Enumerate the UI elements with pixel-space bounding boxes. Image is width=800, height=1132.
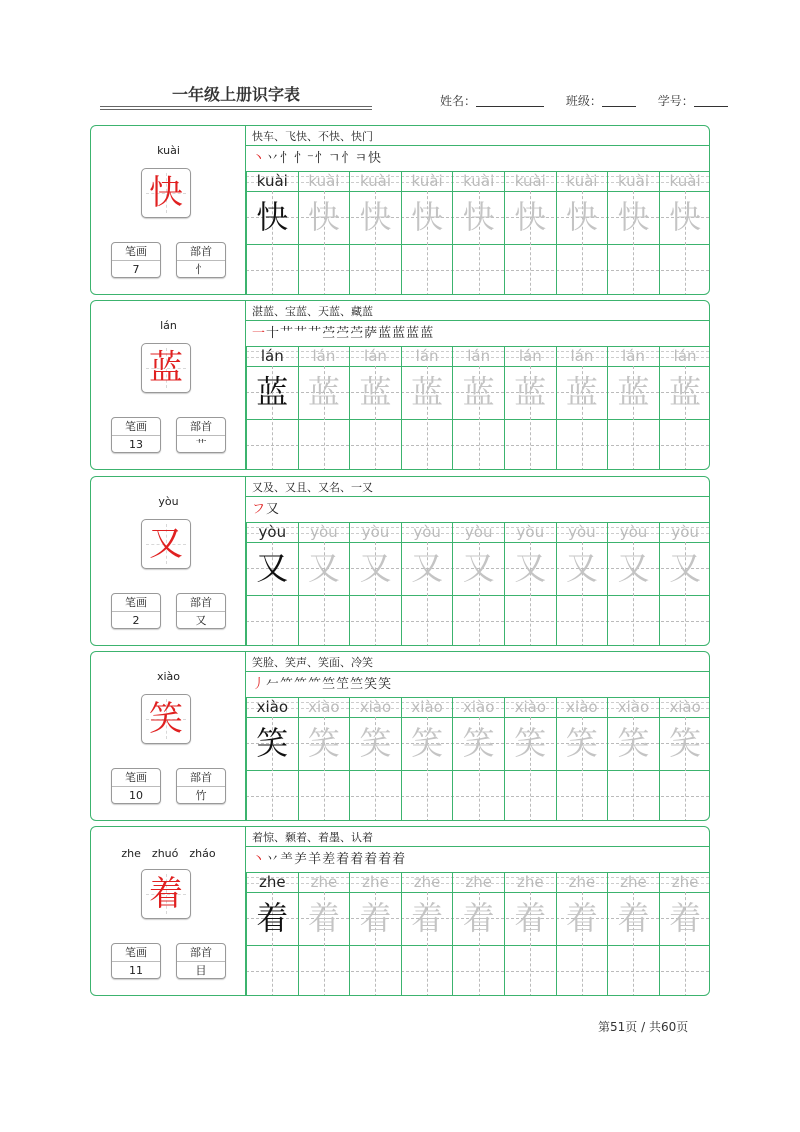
char-glyph: 快 [149, 173, 183, 213]
writing-cell[interactable] [401, 872, 453, 996]
char-info-panel [91, 477, 246, 645]
cell-pinyin: yòu [464, 523, 493, 541]
stroke-order [252, 848, 406, 867]
stroke-step: 笁 [336, 677, 350, 692]
cell-pinyin: yòu [310, 523, 338, 541]
cell-char: 笑 [359, 724, 392, 762]
writing-cell[interactable] [349, 522, 401, 646]
char-glyph: 蓝 [149, 348, 183, 388]
cell-char: 着 [565, 899, 598, 937]
cell-char: 蓝 [462, 373, 495, 411]
cell-char: 蓝 [617, 373, 650, 411]
cell-char: 着 [669, 899, 702, 937]
cell-char: 又 [462, 549, 495, 587]
cell-pinyin: yòu [619, 523, 648, 541]
cell-pinyin: zhe [413, 873, 441, 891]
number-blank[interactable] [694, 94, 728, 107]
writing-cell[interactable] [401, 346, 453, 470]
radical-label: 部首 [177, 594, 225, 612]
cell-pinyin: kuài [514, 172, 546, 190]
writing-cell[interactable] [659, 872, 710, 996]
char-pinyin: kuài [157, 144, 180, 157]
stroke-step: フ [252, 502, 266, 517]
stroke-step: 快 [368, 151, 382, 166]
cell-char: 快 [617, 198, 650, 236]
char-display [141, 694, 191, 744]
name-label: 姓名： [440, 94, 477, 108]
radical-value: 艹 [195, 438, 207, 451]
writing-cell[interactable] [504, 697, 556, 821]
stroke-step: ⺷ [280, 852, 294, 867]
cell-pinyin: zhe [258, 873, 286, 891]
writing-cell[interactable] [504, 872, 556, 996]
divider [246, 872, 709, 873]
stroke-step: 着 [392, 852, 406, 867]
number-label: 学号： [657, 94, 694, 108]
cell-char: 快 [307, 198, 340, 236]
writing-cell[interactable] [504, 346, 556, 470]
character-card [90, 651, 710, 821]
writing-cell[interactable] [349, 171, 401, 295]
cell-pinyin: yòu [568, 523, 596, 541]
writing-cell[interactable] [556, 346, 608, 470]
stroke-count-label: 笔画 [112, 944, 160, 962]
cell-char: 快 [359, 198, 392, 236]
cell-pinyin: yòu [413, 523, 441, 541]
cell-char: 笑 [617, 724, 650, 762]
char-pinyin: xiào [156, 670, 181, 683]
char-display [141, 343, 191, 393]
cell-pinyin: lán [415, 347, 439, 365]
cell-char: 又 [565, 549, 598, 587]
radical-box [176, 943, 226, 979]
stroke-step: 又 [266, 502, 280, 517]
stroke-step: 萨 [364, 326, 378, 341]
cell-char: 笑 [411, 724, 444, 762]
cell-pinyin: yòu [258, 523, 287, 541]
character-card [90, 300, 710, 470]
cell-char: 又 [256, 549, 289, 587]
writing-cell[interactable] [452, 522, 504, 646]
stroke-step: 蓝 [420, 326, 434, 341]
cell-pinyin: lán [467, 347, 491, 365]
radical-box [176, 417, 226, 453]
writing-cell[interactable] [504, 171, 556, 295]
divider [246, 171, 709, 172]
stroke-step: 艹 [294, 326, 308, 341]
divider [246, 346, 709, 347]
cell-pinyin: kuài [308, 172, 340, 190]
cell-pinyin: lán [364, 347, 387, 365]
title-underline [100, 106, 372, 107]
radical-label: 部首 [177, 944, 225, 962]
stroke-step: 着 [364, 852, 378, 867]
cell-char: 又 [514, 549, 547, 587]
cell-pinyin: yòu [361, 523, 390, 541]
stroke-step: 丶 [252, 151, 266, 166]
divider [246, 496, 709, 497]
writing-cell[interactable] [452, 171, 504, 295]
writing-grid [246, 171, 709, 295]
cell-char: 快 [462, 198, 495, 236]
cell-char: 又 [359, 549, 392, 587]
stroke-step: 蓝 [392, 326, 406, 341]
character-card [90, 125, 710, 295]
stroke-count-label: 笔画 [112, 243, 160, 261]
writing-cell[interactable] [401, 522, 453, 646]
cell-pinyin: kuài [359, 172, 392, 190]
cell-pinyin: xiào [462, 698, 495, 716]
stroke-count-box [111, 768, 161, 804]
writing-cell[interactable] [349, 872, 401, 996]
cell-char: 蓝 [565, 373, 598, 411]
writing-cell[interactable] [607, 697, 659, 821]
cell-pinyin: lán [312, 347, 336, 365]
cell-pinyin: lán [260, 347, 284, 365]
writing-cell[interactable] [659, 697, 710, 821]
divider [246, 320, 709, 321]
cell-pinyin: kuài [463, 172, 495, 190]
cell-char: 蓝 [256, 373, 289, 411]
cell-pinyin: kuài [256, 172, 288, 190]
stroke-step: 忄⁻ [294, 151, 314, 166]
writing-cell[interactable] [401, 697, 453, 821]
cell-pinyin: kuài [411, 172, 443, 190]
character-card [90, 476, 710, 646]
cell-pinyin: xiào [514, 698, 546, 716]
stroke-count-value: 10 [129, 789, 143, 802]
cell-char: 快 [669, 198, 702, 236]
stroke-count-value: 7 [132, 263, 140, 276]
stroke-step: 苎 [322, 326, 336, 341]
radical-value: 又 [195, 614, 207, 627]
stroke-step: 忄ㄱ [314, 151, 341, 166]
char-glyph: 又 [149, 524, 183, 564]
cell-char: 笑 [462, 724, 495, 762]
class-label: 班级： [565, 94, 602, 108]
stroke-step: 十 [266, 326, 280, 341]
stroke-order [252, 322, 434, 341]
stroke-step: ⺮ [280, 677, 294, 692]
stroke-step: 差 [322, 852, 336, 867]
char-info-panel [91, 827, 246, 995]
word-examples: 湛蓝、宝蓝、天蓝、藏蓝 [252, 305, 373, 318]
word-examples: 又及、又且、又名、一又 [252, 481, 373, 494]
cell-char: 笑 [256, 724, 289, 762]
writing-cell[interactable] [246, 346, 298, 470]
stroke-count-label: 笔画 [112, 418, 160, 436]
stroke-step: 丷 [266, 151, 280, 166]
stroke-count-label: 笔画 [112, 769, 160, 787]
stroke-order [252, 147, 382, 166]
cell-char: 蓝 [669, 373, 702, 411]
stroke-count-value: 13 [129, 438, 143, 451]
writing-cell[interactable] [246, 872, 298, 996]
char-display [141, 869, 191, 919]
cell-pinyin: xiào [411, 698, 443, 716]
cell-char: 快 [514, 198, 547, 236]
stroke-step: 着 [350, 852, 364, 867]
cell-char: 蓝 [307, 373, 340, 411]
practice-panel [246, 652, 709, 820]
writing-cell[interactable] [298, 697, 350, 821]
char-info-panel [91, 301, 246, 469]
cell-pinyin: xiào [359, 698, 392, 716]
stroke-step: 一 [252, 326, 266, 341]
practice-panel [246, 477, 709, 645]
stroke-count-box [111, 242, 161, 278]
cell-char: 着 [462, 899, 495, 937]
char-pinyin: yòu [158, 495, 179, 508]
writing-cell[interactable] [556, 171, 608, 295]
cell-char: 蓝 [411, 373, 444, 411]
stroke-count-box [111, 593, 161, 629]
cell-char: 又 [411, 549, 444, 587]
practice-panel [246, 126, 709, 294]
writing-cell[interactable] [246, 171, 298, 295]
stroke-step: 竺 [350, 677, 364, 692]
writing-cell[interactable] [452, 697, 504, 821]
radical-value: 目 [195, 964, 207, 977]
writing-cell[interactable] [659, 171, 710, 295]
page-number: 第51页 / 共60页 [598, 1020, 689, 1034]
char-glyph: 着 [149, 874, 183, 914]
writing-grid [246, 522, 709, 646]
cell-char: 又 [307, 549, 340, 587]
cell-pinyin: zhe [310, 873, 338, 891]
cell-char: 又 [617, 549, 650, 587]
stroke-step: 着 [378, 852, 392, 867]
cell-pinyin: zhe [568, 873, 596, 891]
stroke-step: 忄 [280, 151, 294, 166]
radical-label: 部首 [177, 243, 225, 261]
radical-label: 部首 [177, 769, 225, 787]
divider [246, 522, 709, 523]
cell-char: 快 [256, 198, 289, 236]
cell-char: 笑 [514, 724, 547, 762]
character-card [90, 826, 710, 996]
stroke-step: ⺮ [294, 677, 308, 692]
title-underline-2 [100, 109, 372, 110]
cell-pinyin: xiào [256, 698, 288, 716]
writing-cell[interactable] [349, 697, 401, 821]
cell-pinyin: lán [570, 347, 594, 365]
stroke-count-value: 2 [132, 614, 140, 627]
cell-pinyin: zhe [465, 873, 492, 891]
stroke-count-box [111, 943, 161, 979]
stroke-step: 艹 [308, 326, 322, 341]
cell-pinyin: zhe [362, 873, 389, 891]
name-blank[interactable] [476, 94, 544, 107]
stroke-step: 羊 [308, 852, 322, 867]
cell-char: 快 [411, 198, 444, 236]
char-pinyin: lán [160, 319, 177, 332]
stroke-step: 苎 [350, 326, 364, 341]
cell-char: 又 [669, 549, 702, 587]
stroke-count-box [111, 417, 161, 453]
writing-cell[interactable] [298, 872, 350, 996]
writing-cell[interactable] [504, 522, 556, 646]
divider [246, 145, 709, 146]
writing-cell[interactable] [607, 346, 659, 470]
cell-char: 笑 [565, 724, 598, 762]
cell-char: 快 [565, 198, 598, 236]
divider [246, 697, 709, 698]
writing-cell[interactable] [607, 171, 659, 295]
stroke-step: 忄ㅋ [341, 151, 368, 166]
cell-pinyin: kuài [669, 172, 701, 190]
char-display [141, 168, 191, 218]
radical-value: 竹 [195, 789, 207, 802]
cell-char: 笑 [669, 724, 702, 762]
writing-grid [246, 697, 709, 821]
stroke-step: ⺮ [308, 677, 322, 692]
cell-pinyin: lán [673, 347, 697, 365]
writing-grid [246, 872, 709, 996]
char-glyph: 笑 [149, 699, 183, 739]
radical-box [176, 768, 226, 804]
cell-pinyin: kuài [617, 172, 650, 190]
cell-pinyin: zhe [516, 873, 544, 891]
stroke-count-value: 11 [129, 964, 143, 977]
stroke-step: 着 [336, 852, 350, 867]
writing-cell[interactable] [298, 346, 350, 470]
writing-cell[interactable] [659, 346, 710, 470]
writing-cell[interactable] [452, 346, 504, 470]
cell-pinyin: zhe [671, 873, 699, 891]
writing-cell[interactable] [607, 872, 659, 996]
writing-cell[interactable] [607, 522, 659, 646]
cell-pinyin: kuài [566, 172, 598, 190]
stroke-step: 笑 [378, 677, 392, 692]
writing-cell[interactable] [349, 346, 401, 470]
radical-box [176, 593, 226, 629]
word-examples: 笑脸、笑声、笑面、冷笑 [252, 656, 373, 669]
class-blank[interactable] [602, 94, 636, 107]
practice-panel [246, 827, 709, 995]
cell-char: 着 [307, 899, 340, 937]
stroke-step: 笑 [364, 677, 378, 692]
stroke-step: 丶 [252, 852, 266, 867]
writing-cell[interactable] [298, 171, 350, 295]
writing-cell[interactable] [246, 522, 298, 646]
cell-char: 着 [411, 899, 444, 937]
writing-cell[interactable] [659, 522, 710, 646]
char-info-panel [91, 126, 246, 294]
stroke-step: 丷 [266, 852, 280, 867]
cell-pinyin: xiào [566, 698, 598, 716]
writing-cell[interactable] [401, 171, 453, 295]
cell-pinyin: yòu [516, 523, 545, 541]
cell-pinyin: xiào [308, 698, 340, 716]
cell-pinyin: lán [622, 347, 645, 365]
writing-cell[interactable] [246, 697, 298, 821]
radical-label: 部首 [177, 418, 225, 436]
stroke-step: 竺 [322, 677, 336, 692]
stroke-step: 苎 [336, 326, 350, 341]
cell-pinyin: zhe [620, 873, 647, 891]
stroke-step: 蓝 [378, 326, 392, 341]
stroke-step: 艹 [280, 326, 294, 341]
writing-cell[interactable] [556, 872, 608, 996]
writing-cell[interactable] [556, 522, 608, 646]
stroke-count-label: 笔画 [112, 594, 160, 612]
practice-panel [246, 301, 709, 469]
cell-char: 着 [256, 899, 289, 937]
cell-pinyin: lán [518, 347, 542, 365]
divider [246, 846, 709, 847]
writing-grid [246, 346, 709, 470]
cell-char: 着 [617, 899, 650, 937]
cell-char: 蓝 [514, 373, 547, 411]
cell-pinyin: xiào [617, 698, 650, 716]
cell-char: 笑 [307, 724, 340, 762]
radical-value: 忄 [195, 263, 207, 276]
stroke-step: 蓝 [406, 326, 420, 341]
cell-char: 蓝 [359, 373, 392, 411]
word-examples: 快车、飞快、不快、快门 [252, 130, 373, 143]
radical-box [176, 242, 226, 278]
cell-char: 着 [514, 899, 547, 937]
word-examples: 着惊、颡着、着墨、认着 [252, 831, 373, 844]
writing-cell[interactable] [556, 697, 608, 821]
writing-cell[interactable] [298, 522, 350, 646]
divider [246, 671, 709, 672]
page-title: 一年级上册识字表 [171, 85, 300, 104]
stroke-order [252, 498, 280, 517]
stroke-step: 丿 [252, 677, 266, 692]
cell-pinyin: yòu [671, 523, 699, 541]
stroke-step: 𠂉 [266, 677, 280, 692]
char-info-panel [91, 652, 246, 820]
char-pinyin: zhe zhuó zháo [121, 847, 216, 860]
cell-pinyin: xiào [669, 698, 701, 716]
student-fields [440, 92, 746, 109]
stroke-order [252, 673, 392, 692]
char-display [141, 519, 191, 569]
stroke-step: ⺶ [294, 852, 308, 867]
cell-char: 着 [359, 899, 392, 937]
writing-cell[interactable] [452, 872, 504, 996]
